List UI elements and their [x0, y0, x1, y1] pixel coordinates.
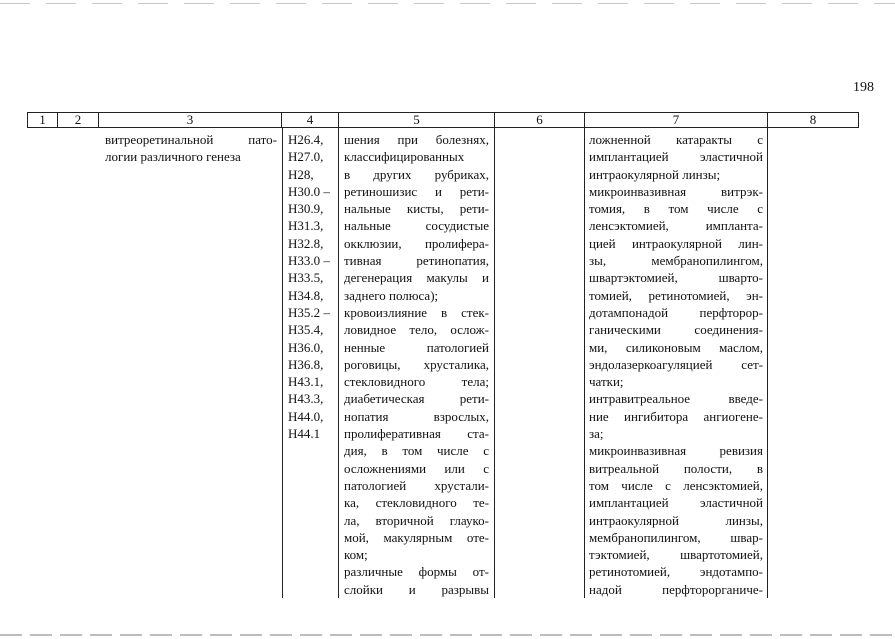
- page-number: 198: [853, 80, 874, 95]
- text-line: микроинвазивная ревизия: [589, 443, 763, 459]
- scan-edge-top: [0, 3, 895, 4]
- column-7-text: [589, 131, 763, 598]
- text-line: имплантацией эластичной: [589, 495, 763, 511]
- text-line: логии различного генеза: [105, 149, 241, 165]
- header-cell-5: 5: [339, 113, 495, 127]
- column-divider: [338, 128, 339, 598]
- text-line: ненные патологией: [344, 339, 489, 355]
- icd-code: H27.0,: [288, 149, 324, 165]
- text-line: стекловидного тела;: [344, 374, 489, 390]
- text-line: мой, макулярным оте-: [344, 529, 489, 545]
- text-line: пролиферативная ста-: [344, 426, 489, 442]
- header-cell-7: 7: [585, 113, 768, 127]
- text-line: витреальной полости, в: [589, 460, 763, 476]
- text-line: ретинотомией, эндотампо-: [589, 564, 763, 580]
- column-5-text: [344, 131, 489, 598]
- text-line: классифицированных: [344, 149, 465, 165]
- text-line: витреоретинальной пато-: [105, 132, 277, 147]
- icd-code: H33.5,: [288, 270, 324, 286]
- text-line: интраокулярной линзы,: [589, 512, 763, 528]
- scan-edge-bottom: [0, 634, 895, 636]
- icd-code: H31.3,: [288, 218, 324, 234]
- text-line: дия, в том числе с: [344, 443, 489, 459]
- text-line: заднего полюса);: [344, 287, 439, 303]
- text-line: тивная ретинопатия,: [344, 253, 489, 269]
- text-line: слойки и разрывы: [344, 581, 489, 597]
- icd-code: H30.0 –: [288, 183, 330, 199]
- icd-code: H34.8,: [288, 287, 324, 303]
- text-line: диабетическая рети-: [344, 391, 489, 407]
- text-line: томия, в том числе с: [589, 201, 763, 217]
- text-line: ние ингибитора ангиогене-: [589, 408, 763, 424]
- text-line: кровоизлияние в стек-: [344, 304, 489, 320]
- text-line: ка, стекловидного те-: [344, 495, 489, 511]
- icd-code: H35.2 –: [288, 304, 330, 320]
- text-line: мембранопилингом, швар-: [589, 529, 763, 545]
- icd-code: H36.0,: [288, 339, 324, 355]
- text-line: ганическими соединения-: [589, 322, 763, 338]
- header-cell-3: 3: [99, 113, 282, 127]
- text-line: ми, силиконовым маслом,: [589, 339, 763, 355]
- text-line: интравитреальное введе-: [589, 391, 763, 407]
- text-line: в других рубриках,: [344, 166, 489, 182]
- text-line: нальные сосудистые: [344, 218, 489, 234]
- text-line: дотампонадой перфторор-: [589, 304, 763, 320]
- icd-code: H26.4,: [288, 132, 324, 147]
- column-divider: [494, 128, 495, 598]
- text-line: швартэктомией, шварто-: [589, 270, 763, 286]
- text-line: ком;: [344, 547, 368, 563]
- text-line: ловидное тело, ослож-: [344, 322, 489, 338]
- text-line: нопатия взрослых,: [344, 408, 489, 424]
- text-line: за;: [589, 426, 604, 442]
- icd-code: H28,: [288, 166, 314, 182]
- header-cell-1: 1: [28, 113, 58, 127]
- icd-code: H43.1,: [288, 374, 324, 390]
- column-divider: [767, 128, 768, 598]
- text-line: надой перфторорганиче-: [589, 581, 763, 597]
- table-header-row: [27, 112, 859, 128]
- column-4-icd-codes: [288, 131, 338, 442]
- icd-code: H44.1: [288, 426, 321, 442]
- text-line: дегенерация макулы и: [344, 270, 489, 286]
- text-line: патологией хрустали-: [344, 477, 489, 493]
- icd-code: H32.8,: [288, 235, 324, 251]
- text-line: ла, вторичной глауко-: [344, 512, 489, 528]
- text-line: ложненной катаракты с: [589, 132, 763, 147]
- text-line: чатки;: [589, 374, 624, 390]
- text-line: эндолазеркоагуляцией сет-: [589, 356, 763, 372]
- text-line: роговицы, хрусталика,: [344, 356, 489, 372]
- text-line: окклюзии, пролифера-: [344, 235, 489, 251]
- text-line: цией интраокулярной лин-: [589, 235, 763, 251]
- column-divider: [282, 128, 283, 598]
- icd-code: H30.9,: [288, 201, 324, 217]
- text-line: ленсэктомией, импланта-: [589, 218, 763, 234]
- text-line: интраокулярной линзы;: [589, 166, 721, 182]
- text-line: томией, ретинотомией, эн-: [589, 287, 763, 303]
- icd-code: H35.4,: [288, 322, 324, 338]
- text-line: различные формы от-: [344, 564, 489, 580]
- icd-code: H33.0 –: [288, 253, 330, 269]
- header-cell-8: 8: [809, 112, 817, 127]
- text-line: том числе с ленсэктомией,: [589, 477, 763, 493]
- header-cell-6: 6: [495, 113, 585, 127]
- icd-code: H43.3,: [288, 391, 324, 407]
- header-cell-4: 4: [282, 113, 339, 127]
- text-line: микроинвазивная витрэк-: [589, 183, 763, 199]
- text-line: осложнениями или с: [344, 460, 489, 476]
- text-line: тэктомией, швартотомией,: [589, 547, 763, 563]
- text-line: зы, мембранопилингом,: [589, 253, 763, 269]
- icd-code: H44.0,: [288, 408, 324, 424]
- column-3-text: [105, 131, 277, 166]
- column-divider: [584, 128, 585, 598]
- icd-code: H36.8,: [288, 356, 324, 372]
- text-line: шения при болезнях,: [344, 132, 489, 147]
- text-line: ретиношизис и рети-: [344, 183, 489, 199]
- text-line: имплантацией эластичной: [589, 149, 763, 165]
- header-cell-2: 2: [58, 113, 99, 127]
- text-line: нальные кисты, рети-: [344, 201, 489, 217]
